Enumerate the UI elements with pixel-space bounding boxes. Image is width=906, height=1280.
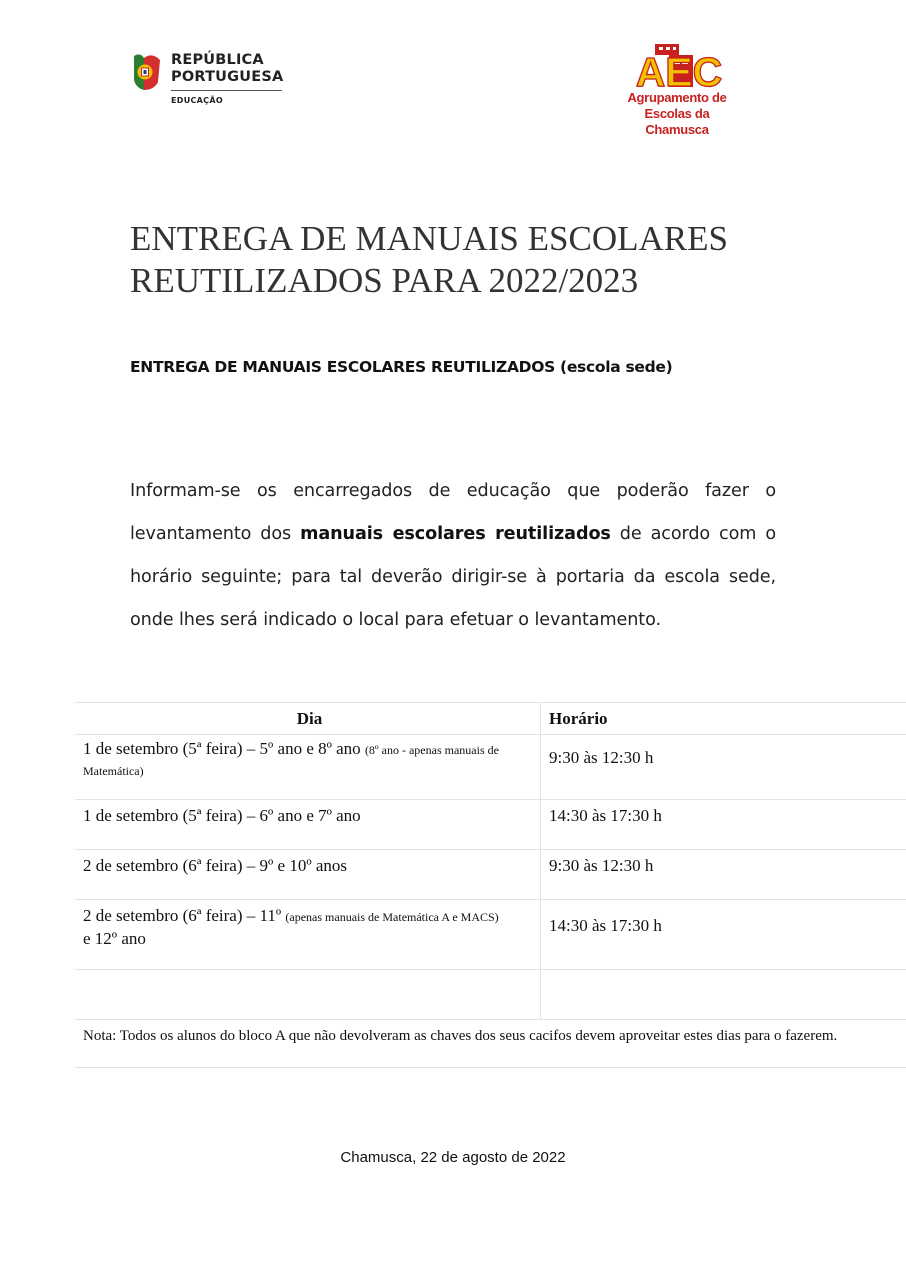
header-dia-label: Dia <box>296 709 323 728</box>
rp-logo-divider <box>171 90 282 91</box>
table-row <box>75 900 906 970</box>
document-date: Chamusca, 22 de agosto de 2022 <box>340 1149 566 1166</box>
table-note: Nota: Todos os alunos do bloco A que não devolveram as chaves dos seus cacifos devem aproveitar estes dias para o fazerem. <box>83 1028 838 1044</box>
page-title-line1: ENTREGA DE MANUAIS ESCOLARES <box>130 219 728 258</box>
dia-note: (apenas manuais de Matemática A e MACS) <box>285 910 499 924</box>
dia-note: (8º ano - apenas manuais de Matemática) <box>83 743 499 778</box>
dia-cell <box>75 734 541 799</box>
aec-logo-line1: Agrupamento de <box>627 90 727 105</box>
table-header-row <box>75 702 906 735</box>
table-row <box>75 734 906 800</box>
section-heading: ENTREGA DE MANUAIS ESCOLARES REUTILIZADOS (escola sede) <box>130 358 673 376</box>
horario-text: 14:30 às 17:30 h <box>549 916 662 935</box>
horario-cell <box>541 800 906 849</box>
dia-text: 1 de setembro (5ª feira) – 6º ano e 7º ano <box>83 806 361 825</box>
schedule-table <box>75 702 906 1068</box>
table-note-row <box>75 1020 906 1068</box>
dia-cell <box>75 900 541 969</box>
horario-cell <box>541 970 906 1019</box>
page-title <box>130 218 810 302</box>
info-paragraph-text-2: de acordo com o horário seguinte; para tal deverão dirigir-se à portaria da escola sede, onde lhes será indicado o local para efetuar o levantamento. <box>130 524 776 630</box>
info-paragraph-text-1: Informam-se os encarregados de educação que poderão fazer o levantamento dos <box>130 481 776 544</box>
horario-text: 14:30 às 17:30 h <box>549 806 662 825</box>
dia-cell <box>75 970 541 1019</box>
dia-main: 2 de setembro (6ª feira) – 11º <box>83 906 282 925</box>
rp-logo-line2: PORTUGUESA <box>171 69 284 85</box>
dia-text <box>83 905 536 949</box>
header-cell-dia <box>75 703 541 734</box>
horario-cell <box>541 850 906 899</box>
svg-text:AEC: AEC <box>635 49 723 94</box>
dia-tail: e 12º ano <box>83 929 146 948</box>
dia-text: 2 de setembro (6ª feira) – 9º e 10º anos <box>83 856 348 875</box>
republica-portuguesa-logo <box>130 48 290 110</box>
rp-logo-line1: REPÚBLICA <box>171 52 264 68</box>
rp-logo-subtitle: EDUCAÇÃO <box>171 96 223 105</box>
dia-cell <box>75 800 541 849</box>
info-paragraph <box>130 470 776 642</box>
page-title-line2: REUTILIZADOS PARA 2022/2023 <box>130 261 639 300</box>
dia-text <box>83 739 536 781</box>
aec-logo <box>612 42 742 137</box>
table-row <box>75 800 906 850</box>
aec-letters-graphic <box>629 44 729 94</box>
horario-cell <box>541 734 906 799</box>
horario-cell <box>541 900 906 969</box>
aec-logo-line2: Escolas da Chamusca <box>644 106 710 137</box>
table-row <box>75 850 906 900</box>
horario-text: 9:30 às 12:30 h <box>549 748 654 767</box>
horario-text: 9:30 às 12:30 h <box>549 856 654 875</box>
dia-main: 1 de setembro (5ª feira) – 5º ano e 8º ano <box>83 739 361 758</box>
table-row-empty <box>75 970 906 1020</box>
header-horario-label: Horário <box>549 709 608 728</box>
info-paragraph-bold: manuais escolares reutilizados <box>300 524 611 544</box>
dia-cell <box>75 850 541 899</box>
portugal-emblem-icon <box>130 52 162 92</box>
header-cell-horario <box>541 703 906 734</box>
